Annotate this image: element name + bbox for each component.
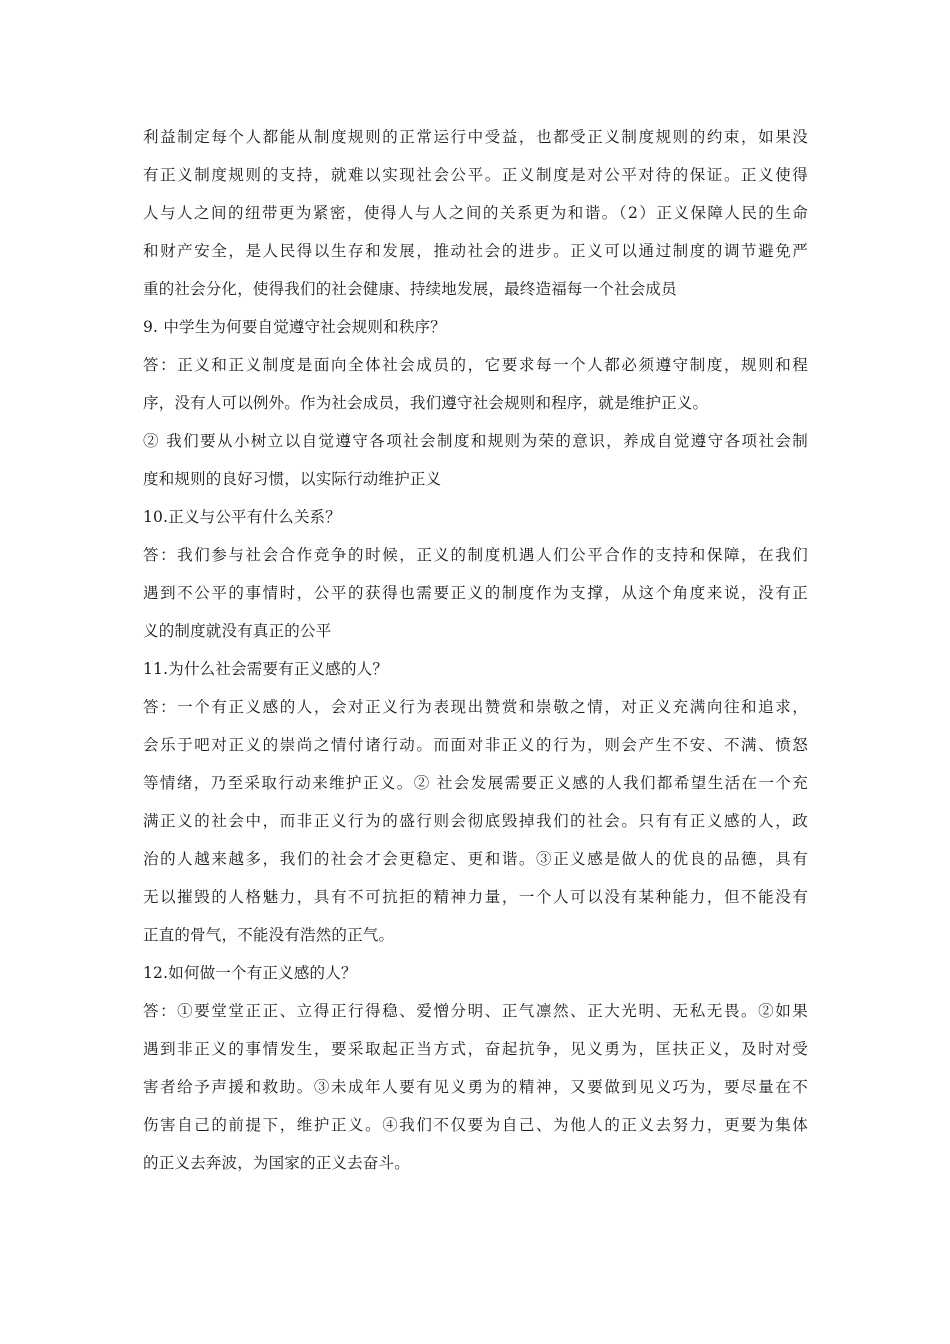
question-heading: 12.如何做一个有正义感的人？: [143, 964, 357, 982]
answer-line: ② 我们要从小树立以自觉遵守各项社会制度和规则为荣的意识，养成自觉遵守各项社会制: [143, 432, 808, 450]
answer-line: 的正义去奔波，为国家的正义去奋斗。: [143, 1154, 410, 1172]
answer-line: 遇到不公平的事情时，公平的获得也需要正义的制度作为支撑，从这个角度来说，没有正: [143, 584, 808, 602]
answer-line: 人与人之间的纽带更为紧密，使得人与人之间的关系更为和谐。（2）正义保障人民的生命: [143, 204, 808, 222]
question-heading: 10.正义与公平有什么关系？: [143, 508, 341, 526]
answer-line: 遇到非正义的事情发生，要采取起正当方式，奋起抗争，见义勇为，匡扶正义，及时对受: [143, 1040, 808, 1058]
answer-line: 利益制定每个人都能从制度规则的正常运行中受益，也都受正义制度规则的约束，如果没: [143, 128, 808, 146]
answer-line: 答：正义和正义制度是面向全体社会成员的，它要求每一个人都必须遵守制度，规则和程: [143, 356, 808, 374]
answer-line: 序，没有人可以例外。作为社会成员，我们遵守社会规则和程序，就是维护正义。: [143, 394, 709, 412]
answer-line: 伤害自己的前提下，维护正义。④我们不仅要为自己、为他人的正义去努力，更要为集体: [143, 1116, 808, 1134]
answer-line: 和财产安全，是人民得以生存和发展，推动社会的进步。正义可以通过制度的调节避免严: [143, 242, 808, 260]
document-body: [143, 118, 808, 1182]
answer-line: 度和规则的良好习惯，以实际行动维护正义: [143, 470, 442, 488]
answer-line: 重的社会分化，使得我们的社会健康、持续地发展，最终造福每一个社会成员: [143, 280, 677, 298]
answer-line: 害者给予声援和救助。③未成年人要有见义勇为的精神，又要做到见义巧为，要尽量在不: [143, 1078, 808, 1096]
answer-line: 无以摧毁的人格魅力，具有不可抗拒的精神力量，一个人可以没有某种能力，但不能没有: [143, 888, 808, 906]
question-heading: 9. 中学生为何要自觉遵守社会规则和秩序？: [143, 318, 446, 336]
answer-line: 有正义制度规则的支持，就难以实现社会公平。正义制度是对公平对待的保证。正义使得: [143, 166, 808, 184]
question-heading: 11.为什么社会需要有正义感的人？: [143, 660, 389, 678]
answer-line: 义的制度就没有真正的公平: [143, 622, 332, 640]
answer-line: 答：①要堂堂正正、立得正行得稳、爱憎分明、正气凛然、正大光明、无私无畏。②如果: [143, 1002, 808, 1020]
answer-line: 满正义的社会中，而非正义行为的盛行则会彻底毁掉我们的社会。只有有正义感的人，政: [143, 812, 808, 830]
answer-line: 等情绪，乃至采取行动来维护正义。② 社会发展需要正义感的人我们都希望生活在一个充: [143, 774, 808, 792]
answer-line: 治的人越来越多，我们的社会才会更稳定、更和谐。③正义感是做人的优良的品德，具有: [143, 850, 808, 868]
answer-line: 答：一个有正义感的人，会对正义行为表现出赞赏和崇敬之情，对正义充满向往和追求，: [143, 698, 808, 716]
answer-line: 会乐于吧对正义的崇尚之情付诸行动。而面对非正义的行为，则会产生不安、不满、愤怒: [143, 736, 808, 754]
answer-line: 答：我们参与社会合作竞争的时候，正义的制度机遇人们公平合作的支持和保障，在我们: [143, 546, 808, 564]
answer-line: 正直的骨气，不能没有浩然的正气。: [143, 926, 395, 944]
